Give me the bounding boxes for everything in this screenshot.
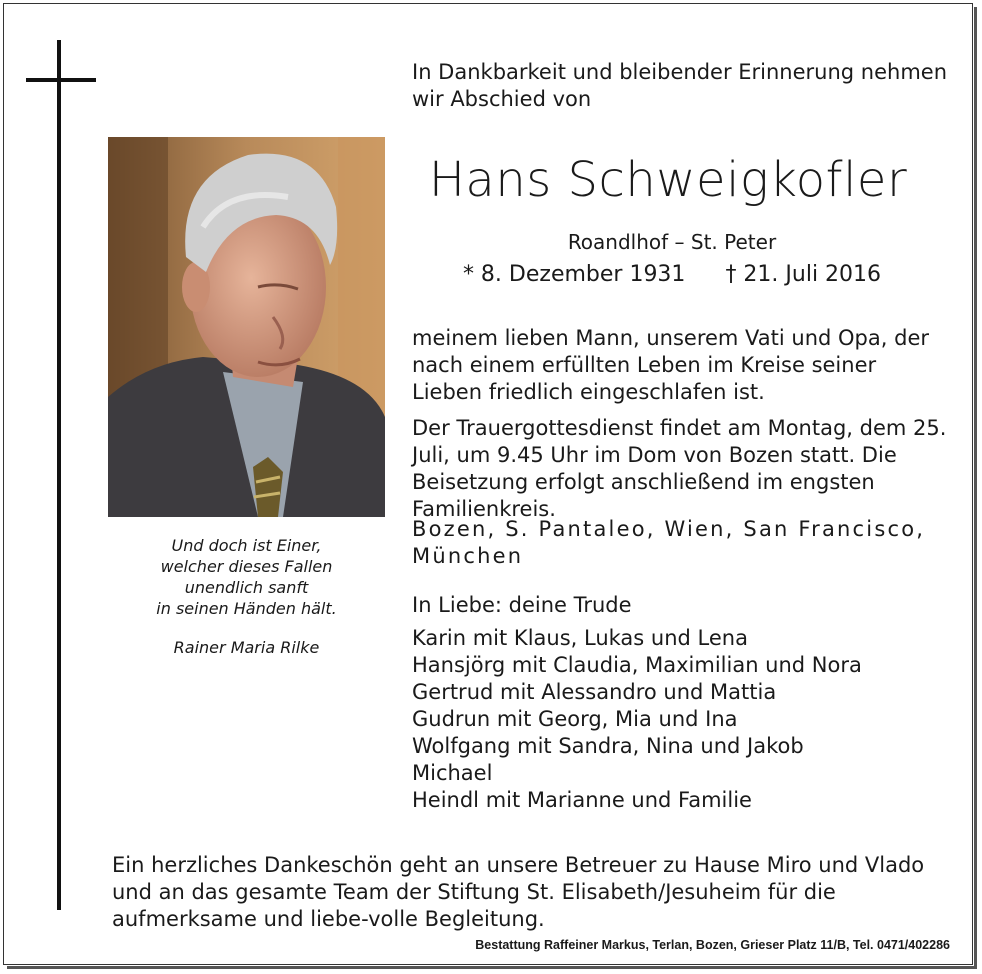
quote-line: in seinen Händen hält. (156, 599, 337, 618)
portrait-photo (108, 137, 385, 517)
cross-icon-horizontal (26, 78, 96, 82)
paragraph-service: Der Trauergottesdienst findet am Montag, dem 25. Juli, um 9.45 Uhr im Dom von Bozen statt. Die Beisetzung erfolgt anschließend im engsten Familienkreis. (412, 416, 947, 521)
rilke-quote (108, 535, 385, 619)
deceased-name: Hans Schweigkofler (428, 152, 908, 208)
death-date: † 21. Juli 2016 (725, 262, 882, 287)
quote-line: welcher dieses Fallen (160, 557, 333, 576)
cross-icon-vertical (57, 40, 61, 910)
quote-author: Rainer Maria Rilke (173, 638, 320, 657)
quote-line: unendlich sanft (184, 578, 309, 597)
funeral-home-footer: Bestattung Raffeiner Markus, Terlan, Bozen, Grieser Platz 11/B, Tel. 0471/402286 (475, 938, 950, 952)
family-member: Gudrun mit Georg, Mia und Ina (412, 707, 738, 731)
quote-line: Und doch ist Einer, (171, 536, 322, 555)
paragraph-dedication: meinem lieben Mann, unserem Vati und Opa, der nach einem erfüllten Leben im Kreise seiner Lieben friedlich eingeschlafen ist. (412, 326, 929, 404)
family-member: Heindl mit Marianne und Familie (412, 788, 752, 812)
family-member: Michael (412, 761, 493, 785)
family-member: Karin mit Klaus, Lukas und Lena (412, 626, 748, 650)
family-member: Hansjörg mit Claudia, Maximilian und Nora (412, 653, 862, 677)
portrait-illustration (108, 137, 385, 517)
love-line: In Liebe: deine Trude (412, 593, 632, 617)
intro-text: In Dankbarkeit und bleibender Erinnerung nehmen wir Abschied von (412, 60, 948, 111)
farm-location: Roandlhof – St. Peter (567, 230, 777, 254)
life-dates (412, 262, 932, 287)
family-member: Wolfgang mit Sandra, Nina und Jakob (412, 734, 804, 758)
family-list (412, 625, 952, 814)
thanks-text: Ein herzliches Dankeschön geht an unsere Betreuer zu Hause Miro und Vlado und an das gesamte Team der Stiftung St. Elisabeth/Jesuheim für die aufmerksame und liebe-volle Begleitung. (112, 853, 925, 931)
places-line: Bozen, S. Pantaleo, Wien, San Francisco, München (412, 517, 926, 568)
family-member: Gertrud mit Alessandro und Mattia (412, 680, 777, 704)
birth-date: * 8. Dezember 1931 (462, 262, 686, 287)
